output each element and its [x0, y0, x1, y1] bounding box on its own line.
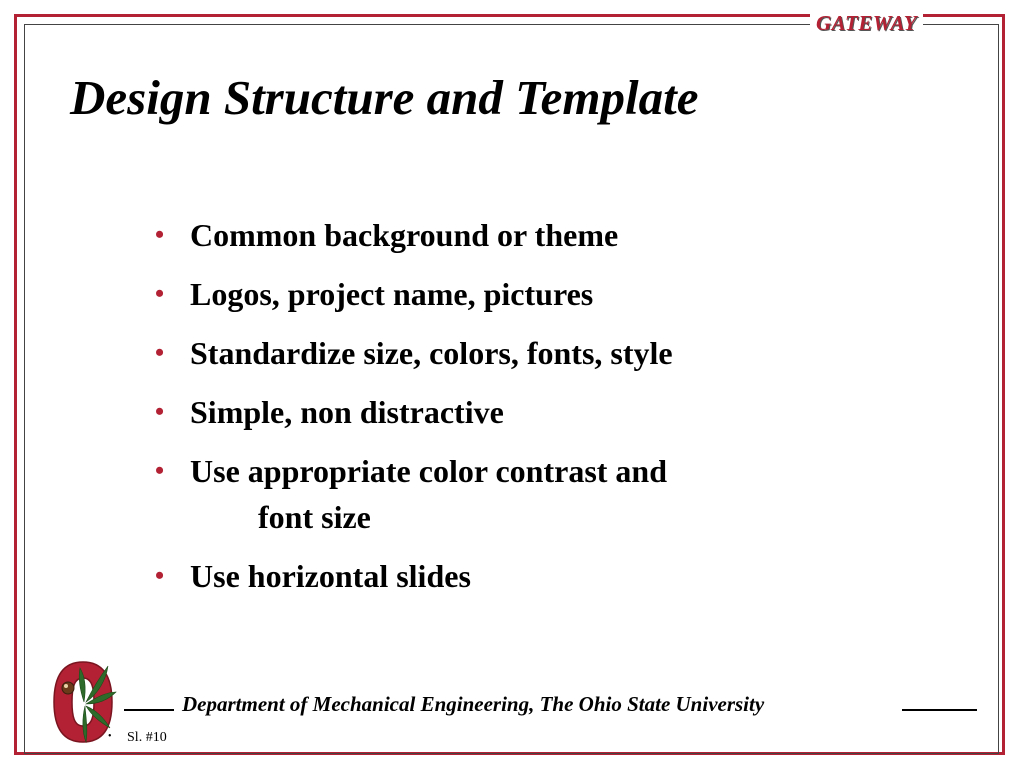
bullet-dot-icon: •	[155, 561, 165, 590]
bullet-dot-icon: •	[155, 338, 165, 367]
footer-department: Department of Mechanical Engineering, The Ohio State University	[182, 692, 765, 716]
bullet-dot-icon: •	[155, 456, 165, 485]
bullet-text: Standardize size, colors, fonts, style	[190, 335, 673, 371]
bullet-text: Use horizontal slides	[190, 558, 471, 594]
bullet-item	[155, 212, 855, 258]
footer-rule-right	[902, 709, 977, 711]
bullet-list	[155, 212, 855, 612]
bullet-item	[155, 448, 855, 540]
bullet-item	[155, 271, 855, 317]
bullet-item	[155, 389, 855, 435]
slide-number-label: Sl. #10	[127, 730, 167, 745]
gateway-brand: GATEWAY	[810, 10, 923, 36]
slide-number	[108, 728, 167, 747]
bullet-continuation: font size	[258, 499, 371, 535]
bullet-dot-icon: •	[155, 397, 165, 426]
slide-number-dot-icon: •	[108, 731, 112, 742]
slide-title: Design Structure and Template	[70, 70, 699, 125]
bullet-dot-icon: •	[155, 220, 165, 249]
bullet-item	[155, 553, 855, 599]
bullet-item	[155, 330, 855, 376]
bullet-text: Simple, non distractive	[190, 394, 504, 430]
bullet-text: Logos, project name, pictures	[190, 276, 594, 312]
bullet-text: Use appropriate color contrast and	[190, 453, 668, 489]
footer-rule-left	[124, 709, 174, 711]
bullet-text: Common background or theme	[190, 217, 619, 253]
bullet-dot-icon: •	[155, 279, 165, 308]
